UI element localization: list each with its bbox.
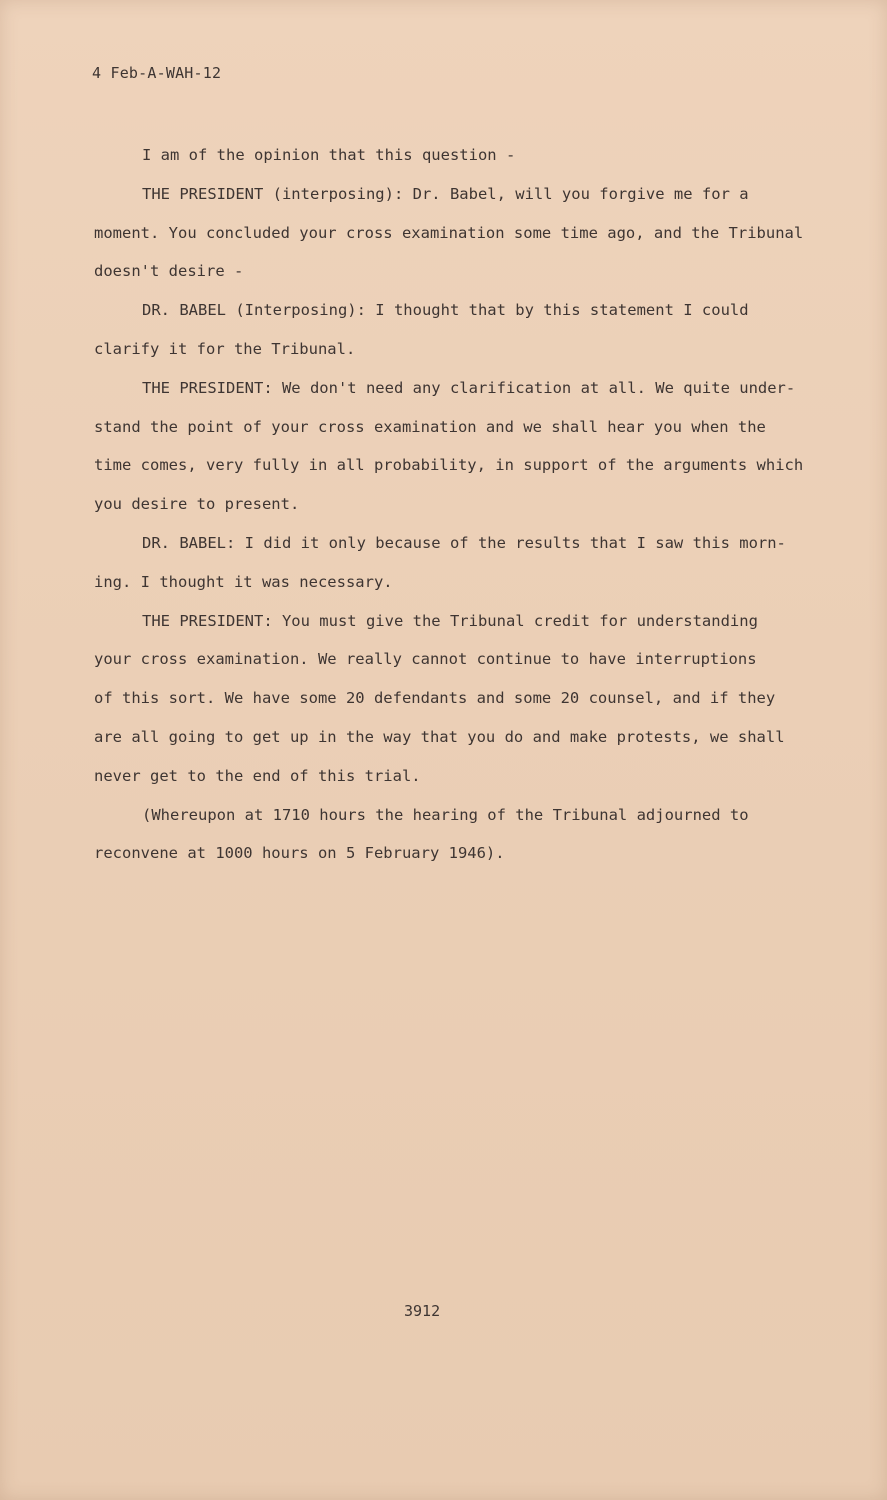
page-number: 3912 [404,1302,441,1320]
transcript-line: (Whereupon at 1710 hours the hearing of the Tribunal adjourned to [142,805,749,824]
transcript-body [94,136,844,873]
transcript-line: of this sort. We have some 20 defendants and some 20 counsel, and if they [94,689,776,708]
transcript-line: moment. You concluded your cross examination some time ago, and the Tribunal [94,223,804,242]
transcript-line: I am of the opinion that this question - [142,146,516,164]
transcript-line: doesn't desire - [94,262,244,281]
transcript-line: time comes, very fully in all probability, in support of the arguments which [94,456,804,475]
transcript-line: DR. BABEL (Interposing): I thought that by this statement I could [142,301,749,320]
transcript-line: you desire to present. [94,495,300,514]
transcript-line: are all going to get up in the way that you do and make protests, we shall [94,727,785,746]
transcript-line: ing. I thought it was necessary. [94,572,393,591]
transcript-line: THE PRESIDENT (interposing): Dr. Babel, will you forgive me for a [142,184,749,203]
transcript-line: never get to the end of this trial. [94,766,421,785]
transcript-line: reconvene at 1000 hours on 5 February 1946). [94,844,505,863]
document-reference-header: 4 Feb-A-WAH-12 [92,64,222,82]
transcript-line: THE PRESIDENT: We don't need any clarification at all. We quite under- [142,378,796,397]
transcript-line: stand the point of your cross examination and we shall hear you when the [94,417,766,436]
transcript-line: THE PRESIDENT: You must give the Tribunal credit for understanding [142,611,758,630]
transcript-line: your cross examination. We really cannot continue to have interruptions [94,650,757,669]
transcript-line: DR. BABEL: I did it only because of the results that I saw this morn- [142,533,786,552]
transcript-line: clarify it for the Tribunal. [94,339,356,358]
